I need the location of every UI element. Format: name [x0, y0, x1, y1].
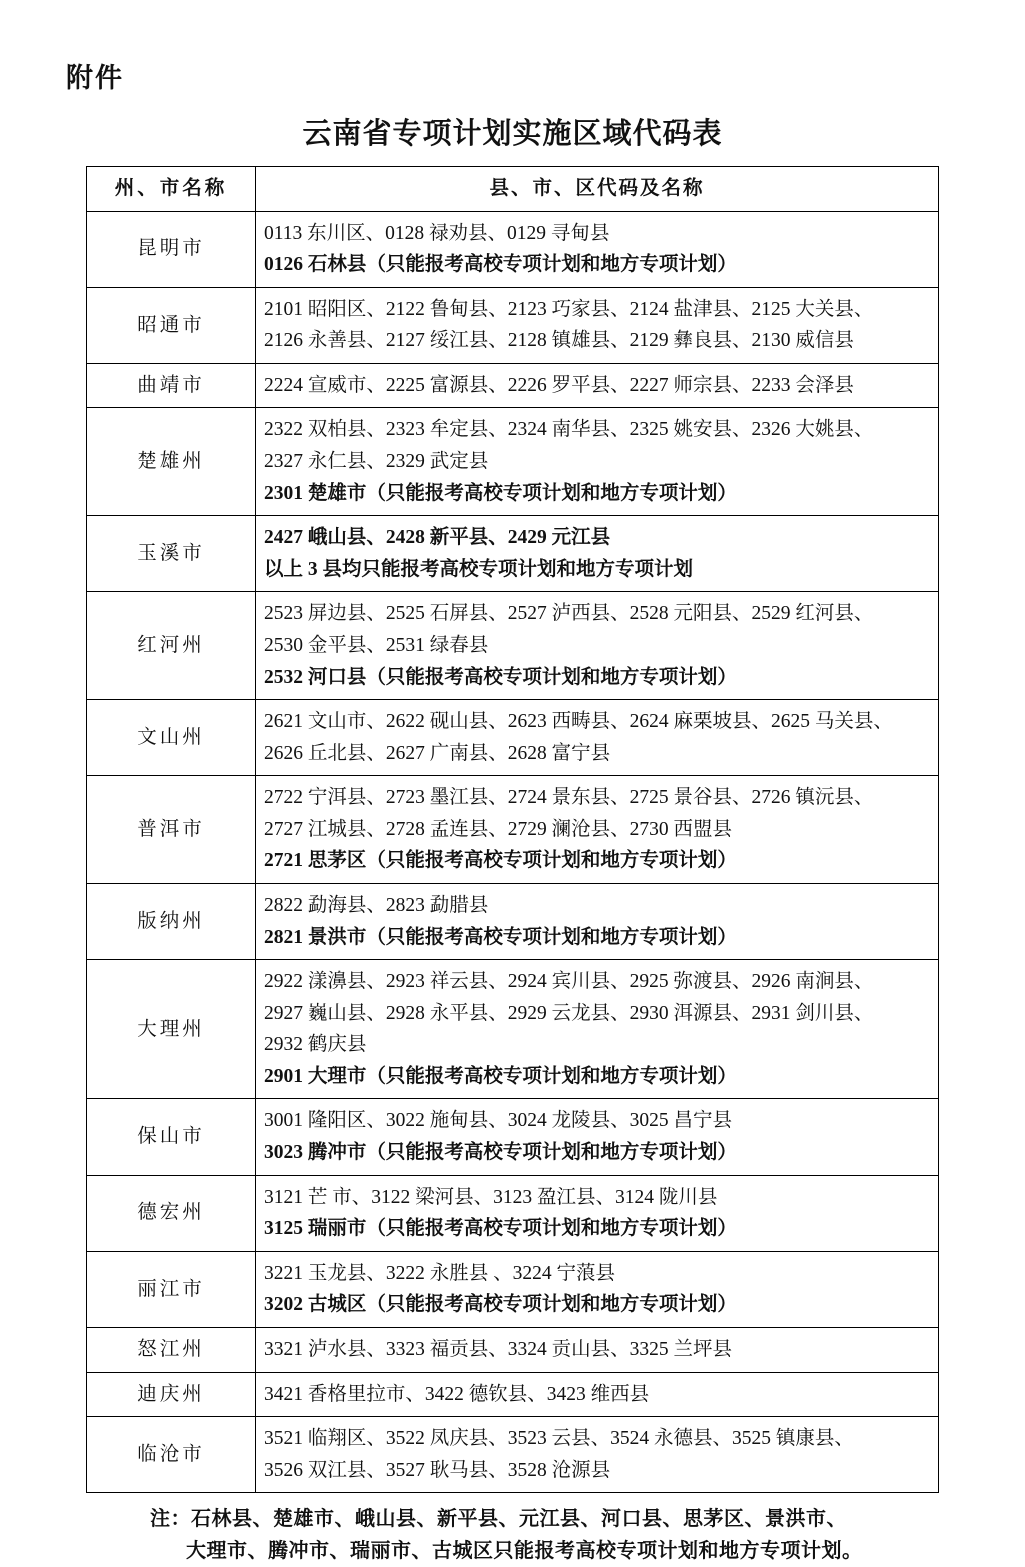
codes-line: 以上 3 县均只能报考高校专项计划和地方专项计划	[264, 558, 694, 580]
codes-line: 2523 屏边县、2525 石屏县、2527 泸西县、2528 元阳县、2529 红河县、	[264, 603, 874, 625]
codes-line: 2224 宣威市、2225 富源县、2226 罗平县、2227 师宗县、2233 会泽县	[264, 374, 854, 396]
table-row	[87, 592, 939, 700]
table-row	[87, 287, 939, 363]
codes-cell	[256, 287, 939, 363]
codes-line: 2101 昭阳区、2122 鲁甸县、2123 巧家县、2124 盐津县、2125 大关县、	[264, 298, 874, 320]
table-body	[87, 211, 939, 1493]
table-row	[87, 1099, 939, 1175]
codes-line: 3202 古城区（只能报考高校专项计划和地方专项计划）	[264, 1294, 737, 1316]
region-name-cell: 临沧市	[87, 1417, 256, 1493]
codes-cell	[256, 516, 939, 592]
region-name-cell: 昆明市	[87, 211, 256, 287]
page-title: 云南省专项计划实施区域代码表	[302, 118, 723, 150]
codes-line: 2621 文山市、2622 砚山县、2623 西畴县、2624 麻栗坡县、2625 马关县、	[264, 711, 893, 733]
table-row	[87, 776, 939, 884]
codes-line: 2626 丘北县、2627 广南县、2628 富宁县	[264, 742, 611, 764]
codes-line: 3125 瑞丽市（只能报考高校专项计划和地方专项计划）	[264, 1218, 737, 1240]
table-header-row	[87, 167, 939, 212]
table-row	[87, 211, 939, 287]
attachment-label: 附件	[66, 63, 124, 93]
codes-line: 3001 隆阳区、3022 施甸县、3024 龙陵县、3025 昌宁县	[264, 1110, 733, 1132]
table-note	[150, 1503, 967, 1567]
codes-line: 2722 宁洱县、2723 墨江县、2724 景东县、2725 景谷县、2726 镇沅县、	[264, 787, 874, 809]
codes-line: 3321 泸水县、3323 福贡县、3324 贡山县、3325 兰坪县	[264, 1338, 733, 1360]
region-name-cell: 德宏州	[87, 1175, 256, 1251]
codes-cell	[256, 211, 939, 287]
codes-line: 3521 临翔区、3522 凤庆县、3523 云县、3524 永德县、3525 镇康县、	[264, 1428, 854, 1450]
codes-line: 2901 大理市（只能报考高校专项计划和地方专项计划）	[264, 1065, 737, 1087]
codes-line: 2322 双柏县、2323 牟定县、2324 南华县、2325 姚安县、2326 大姚县、	[264, 419, 874, 441]
codes-cell	[256, 1099, 939, 1175]
codes-cell	[256, 1251, 939, 1327]
region-name-cell: 丽江市	[87, 1251, 256, 1327]
codes-line: 2530 金平县、2531 绿春县	[264, 634, 489, 656]
table-row	[87, 700, 939, 776]
codes-cell	[256, 883, 939, 959]
codes-cell	[256, 1327, 939, 1372]
codes-line: 3221 玉龙县、3222 永胜县 、3224 宁蒗县	[264, 1262, 616, 1284]
column-header-region: 州、市名称	[87, 167, 256, 212]
note-line: 大理市、腾冲市、瑞丽市、古城区只能报考高校专项计划和地方专项计划。	[186, 1540, 863, 1563]
region-name-cell: 大理州	[87, 960, 256, 1099]
note-line: 注：石林县、楚雄市、峨山县、新平县、元江县、河口县、思茅区、景洪市、	[150, 1508, 847, 1531]
table-row	[87, 1372, 939, 1417]
codes-cell	[256, 1417, 939, 1493]
codes-line: 2822 勐海县、2823 勐腊县	[264, 894, 489, 916]
column-header-codes: 县、市、区代码及名称	[256, 167, 939, 212]
table-row	[87, 883, 939, 959]
codes-cell	[256, 363, 939, 408]
table-row	[87, 408, 939, 516]
codes-line: 0126 石林县（只能报考高校专项计划和地方专项计划）	[264, 254, 737, 276]
codes-cell	[256, 700, 939, 776]
codes-cell	[256, 592, 939, 700]
table-row	[87, 960, 939, 1099]
region-name-cell: 怒江州	[87, 1327, 256, 1372]
codes-line: 2922 漾濞县、2923 祥云县、2924 宾川县、2925 弥渡县、2926 南涧县、	[264, 971, 874, 993]
codes-line: 2301 楚雄市（只能报考高校专项计划和地方专项计划）	[264, 482, 737, 504]
region-name-cell: 红河州	[87, 592, 256, 700]
codes-line: 2727 江城县、2728 孟连县、2729 澜沧县、2730 西盟县	[264, 818, 733, 840]
region-name-cell: 昭通市	[87, 287, 256, 363]
codes-line: 2327 永仁县、2329 武定县	[264, 451, 489, 473]
region-name-cell: 曲靖市	[87, 363, 256, 408]
codes-line: 3421 香格里拉市、3422 德钦县、3423 维西县	[264, 1383, 650, 1405]
region-name-cell: 文山州	[87, 700, 256, 776]
codes-line: 2932 鹤庆县	[264, 1034, 367, 1056]
codes-line: 2427 峨山县、2428 新平县、2429 元江县	[264, 527, 611, 549]
codes-line: 3526 双江县、3527 耿马县、3528 沧源县	[264, 1459, 611, 1481]
table-row	[87, 516, 939, 592]
table-row	[87, 1251, 939, 1327]
region-name-cell: 普洱市	[87, 776, 256, 884]
codes-line: 0113 东川区、0128 禄劝县、0129 寻甸县	[264, 222, 610, 244]
codes-line: 3023 腾冲市（只能报考高校专项计划和地方专项计划）	[264, 1142, 737, 1164]
region-name-cell: 玉溪市	[87, 516, 256, 592]
codes-line: 3121 芒 市、3122 梁河县、3123 盈江县、3124 陇川县	[264, 1186, 718, 1208]
region-code-table	[86, 166, 939, 1493]
codes-cell	[256, 960, 939, 1099]
region-name-cell: 保山市	[87, 1099, 256, 1175]
table-row	[87, 1327, 939, 1372]
codes-cell	[256, 776, 939, 884]
region-name-cell: 迪庆州	[87, 1372, 256, 1417]
codes-cell	[256, 408, 939, 516]
codes-line: 2821 景洪市（只能报考高校专项计划和地方专项计划）	[264, 926, 737, 948]
codes-line: 2532 河口县（只能报考高校专项计划和地方专项计划）	[264, 666, 737, 688]
codes-line: 2721 思茅区（只能报考高校专项计划和地方专项计划）	[264, 850, 737, 872]
region-name-cell: 版纳州	[87, 883, 256, 959]
region-name-cell: 楚雄州	[87, 408, 256, 516]
table-row	[87, 1175, 939, 1251]
codes-line: 2126 永善县、2127 绥江县、2128 镇雄县、2129 彝良县、2130 威信县	[264, 330, 854, 352]
table-row	[87, 363, 939, 408]
codes-cell	[256, 1372, 939, 1417]
table-row	[87, 1417, 939, 1493]
codes-cell	[256, 1175, 939, 1251]
codes-line: 2927 巍山县、2928 永平县、2929 云龙县、2930 洱源县、2931 剑川县、	[264, 1002, 874, 1024]
